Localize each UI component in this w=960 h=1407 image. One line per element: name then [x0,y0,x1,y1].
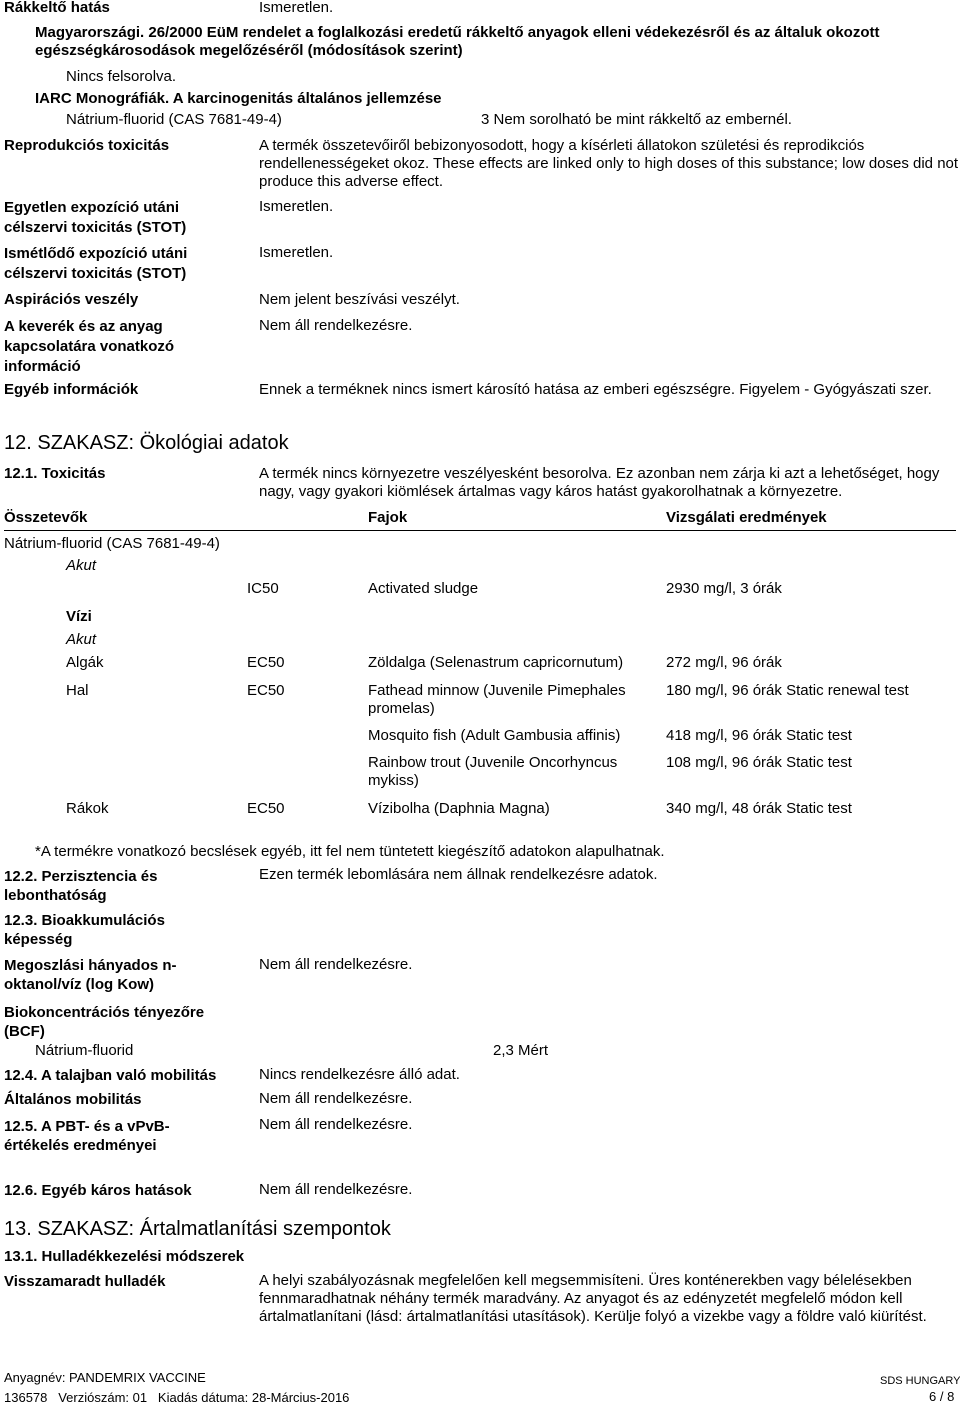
general-mobility-value: Nem áll rendelkezésre. [259,1090,413,1107]
table-row-sludge-type: IC50 [247,580,279,597]
other-info-label: Egyéb információk [4,381,139,398]
iarc-value: 3 Nem sorolható be mint rákkeltő az embernél. [481,111,792,128]
mixture-value: Nem áll rendelkezésre. [259,317,413,334]
table-row-sludge-species: Activated sludge [368,580,479,597]
residual-waste-value: A helyi szabályozásnak megfelelően kell megsemmisíteni. Üres konténerekben vagy bélelésekben fennmaradhatnak néhány termék maradvány. Az anyagot és az edényzetét megfelelő módon kell ártalmatlanítani (lásd: ártalmatlanítási utasítások). Kerülje folyó a vizekbe vagy a földre való kiürítést. [259,1272,927,1325]
footer-page-number: 6 / 8 [929,1389,955,1404]
mixture-label: A keverék és az anyag kapcsolatára vonatkozó információ [4,318,175,375]
other-effects-value: Nem áll rendelkezésre. [259,1181,413,1198]
section-13-title: 13. SZAKASZ: Ártalmatlanítási szempontok [4,1218,391,1240]
aspiration-value: Nem jelent beszívási veszélyt. [259,291,460,308]
table-row-algae-species: Zöldalga (Selenastrum capricornutum) [368,654,624,671]
stot-repeat-value: Ismeretlen. [259,244,334,261]
table-footnote: *A termékre vonatkozó becslések egyéb, itt fel nem tüntetett kiegészítő adatokon alapulhatnak. [35,843,665,860]
hungary-regulation-value: Nincs felsorolva. [66,68,177,85]
stot-repeat-label: Ismétlődő expozíció utáni célszervi toxicitás (STOT) [4,245,188,282]
bcf-substance: Nátrium-fluorid [35,1042,134,1059]
table-row-fish3-result: 108 mg/l, 96 órák Static test [666,754,852,771]
footer-meta: 136578 Verziószám: 01 Kiadás dátuma: 28-Március-2016 [4,1390,350,1405]
carcinogen-value: Ismeretlen. [259,0,334,16]
table-substance: Nátrium-fluorid (CAS 7681-49-4) [4,535,220,552]
table-row-crab-group: Rákok [66,800,109,817]
iarc-substance: Nátrium-fluorid (CAS 7681-49-4) [66,111,282,128]
soil-mobility-label: 12.4. A talajban való mobilitás [4,1067,217,1084]
table-row-fish-group: Hal [66,682,89,699]
table-acute-label: Akut [66,557,97,574]
table-row-crab-species: Vízibolha (Daphnia Magna) [368,800,550,817]
toxicity-label: 12.1. Toxicitás [4,465,106,482]
table-row-sludge-result: 2930 mg/l, 3 órák [666,580,782,597]
iarc-title: IARC Monográfiák. A karcinogenitás általános jellemzése [35,90,442,107]
general-mobility-label: Általános mobilitás [4,1091,142,1108]
table-header-components: Összetevők [4,509,88,526]
partition-value: Nem áll rendelkezésre. [259,956,413,973]
hungary-regulation-title: Magyarországi. 26/2000 EüM rendelet a foglalkozási eredetű rákkeltő anyagok elleni védekezésről és az általuk okozott egészségkárosodások megelőzéséről (módosítások szerint) [35,24,880,59]
table-header-divider [4,530,956,531]
stot-single-label: Egyetlen expozíció utáni célszervi toxicitás (STOT) [4,199,187,236]
table-row-fish2-result: 418 mg/l, 96 órák Static test [666,727,852,744]
toxicity-value: A termék nincs környezetre veszélyesként besorolva. Ez azonban nem zárja ki azt a lehetőséget, hogy nagy, vagy gyakori kiömlések ártalmas vagy káros hatást gyakorolhatnak a környezetre. [259,465,940,500]
stot-single-value: Ismeretlen. [259,198,334,215]
table-row-algae-type: EC50 [247,654,285,671]
table-row-fish-type: EC50 [247,682,285,699]
other-info-value: Ennek a terméknek nincs ismert károsító hatása az emberi egészségre. Figyelem - Gyógyászati szer. [259,381,932,398]
waste-methods-label: 13.1. Hulladékkezelési módszerek [4,1248,245,1265]
table-row-fish1-species: Fathead minnow (Juvenile Pimephales promelas) [368,682,626,717]
bcf-label: Biokoncentrációs tényezőre (BCF) [4,1004,205,1040]
table-row-crab-result: 340 mg/l, 48 órák Static test [666,800,852,817]
footer-sds-label: SDS HUNGARY [880,1375,960,1387]
repro-value: A termék összetevőiről bebizonyosodott, hogy a kísérleti állatokon születési és reprodikciós rendellenességeket okoz. These effects are linked only to high doses of this substance; low doses did not produce this adverse effect. [259,137,959,190]
footer-product: Anyagnév: PANDEMRIX VACCINE [4,1370,206,1385]
persistence-label: 12.2. Perzisztencia és lebonthatóság [4,868,158,904]
pbt-value: Nem áll rendelkezésre. [259,1116,413,1133]
section-12-title: 12. SZAKASZ: Ökológiai adatok [4,432,289,454]
table-header-species: Fajok [368,509,408,526]
soil-mobility-value: Nincs rendelkezésre álló adat. [259,1066,460,1083]
table-acute-label-2: Akut [66,631,97,648]
pbt-label: 12.5. A PBT- és a vPvB-értékelés eredményei [4,1118,170,1154]
table-row-crab-type: EC50 [247,800,285,817]
table-row-fish2-species: Mosquito fish (Adult Gambusia affinis) [368,727,621,744]
table-row-fish3-species: Rainbow trout (Juvenile Oncorhyncus mykiss) [368,754,618,789]
residual-waste-label: Visszamaradt hulladék [4,1273,166,1290]
bcf-value: 2,3 Mért [493,1042,549,1059]
table-header-results: Vizsgálati eredmények [666,509,827,526]
table-row-fish1-result: 180 mg/l, 96 órák Static renewal test [666,682,909,699]
partition-label: Megoszlási hányados n-oktanol/víz (log Kow) [4,957,177,993]
aspiration-label: Aspirációs veszély [4,291,139,308]
repro-label: Reprodukciós toxicitás [4,137,170,154]
table-row-algae-result: 272 mg/l, 96 órák [666,654,782,671]
carcinogen-label: Rákkeltő hatás [4,0,110,16]
table-row-algae-group: Algák [66,654,104,671]
table-aquatic-label: Vízi [66,608,92,625]
other-effects-label: 12.6. Egyéb káros hatások [4,1182,192,1199]
bioaccumulation-label: 12.3. Bioakkumulációs képesség [4,912,165,948]
persistence-value: Ezen termék lebomlására nem állnak rendelkezésre adatok. [259,866,658,883]
